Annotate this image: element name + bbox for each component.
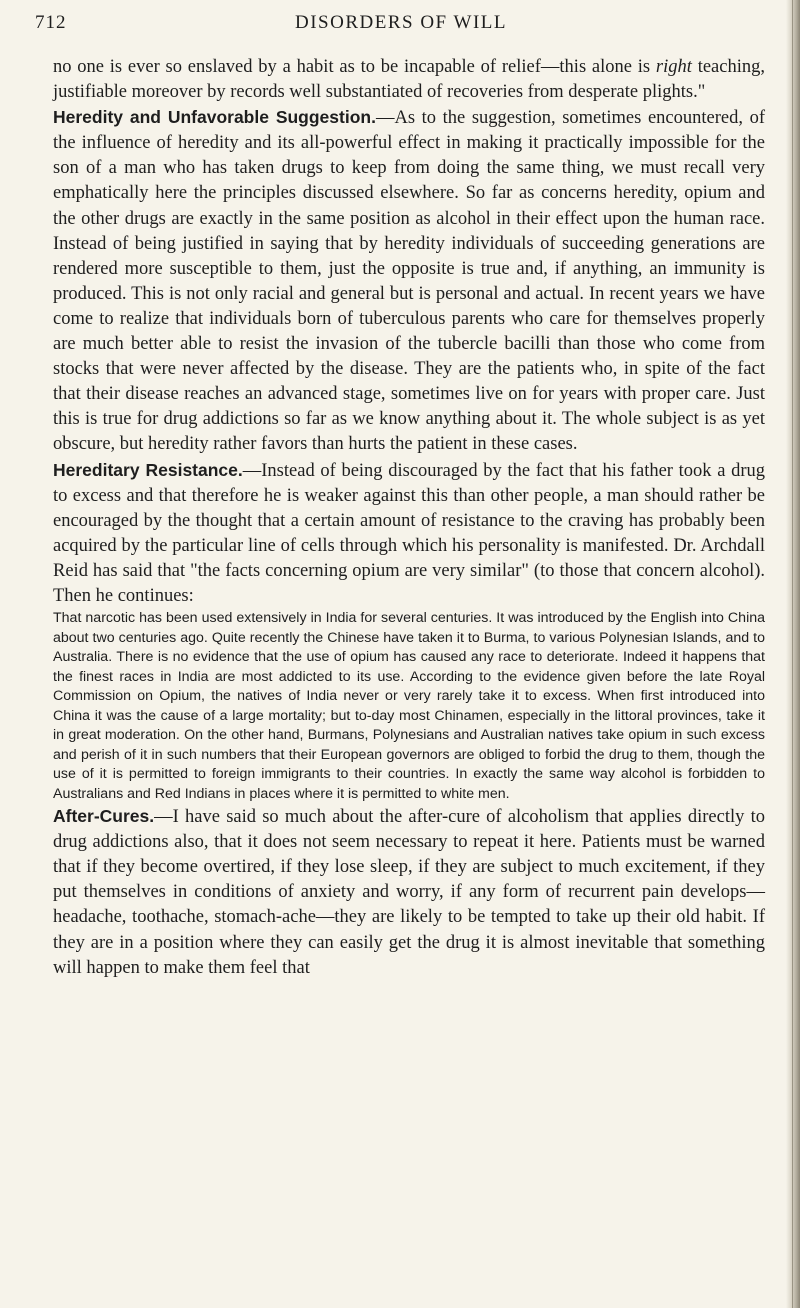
running-title: DISORDERS OF WILL [295,12,507,33]
paragraph-text: —Instead of being discouraged by the fact that his father took a drug to excess and that therefore he is weaker against this than other people, a man should rather be encouraged by the thought that a certain amount of resistance to the craving has probably been acquired by the particular line of cells through which his personality is manifested. Dr. Archdall Reid has said that "the facts concerning opium are very similar" (to those that concern alcohol). Then he continues: [53,460,765,606]
paragraph-continued [53,55,765,105]
paragraph-text: —I have said so much about the after-cure of alcoholism that applies directly to drug addictions also, that it does not seem necessary to repeat it here. Patients must be warned that if they become overtired, if they lose sleep, if they are subject to much excitement, if they put themselves in conditions of anxiety and worry, if any form of recurrent pain develops—headache, toothache, stomach-ache—they are likely to be tempted to take up their old habit. If they are in a position where they can easily get the drug it is almost inevitable that something will happen to make them feel that [53,807,765,978]
paragraph-after-cures [53,804,765,981]
section-heading: Heredity and Unfavorable Suggestion. [53,107,376,128]
paragraph-text: no one is ever so enslaved by a habit as to be incapable of relief—this alone is [53,57,656,77]
italic-word: right [655,57,692,77]
page-number: 712 [35,12,67,33]
page-body [53,55,765,981]
running-header [35,8,767,38]
paragraph-heredity [53,105,765,457]
paragraph-text: teaching, justifiable moreover by records well substantiated of recoveries from desperate plights." [53,57,765,103]
page-edge [786,0,800,1308]
block-quote: That narcotic has been used extensively in India for several centuries. It was introduced by the English into China about two centuries ago. Quite recently the Chinese have taken it to Burma, to various Polynesian Islands, and to Australia. There is no evidence that the use of opium has caused any race to deteriorate. Indeed it happens that the finest races in India are most addicted to its use. According to the evidence given before the late Royal Commission on Opium, the natives of India never or very rarely take it to excess. When first introduced into China it was the cause of a large mortality; but to-day most Chinamen, especially in the littoral provinces, take it in great moderation. On the other hand, Burmans, Polynesians and Australian natives take opium in such excess and perish of it in such numbers that their European governors are obliged to forbid the drug to them, though the use of it is permitted to foreign immigrants to their countries. In exactly the same way alcohol is forbidden to Australians and Red Indians in places where it is permitted to white men. [53,610,765,802]
paragraph-text: —As to the suggestion, sometimes encountered, of the influence of heredity and its all-powerful effect in making it practically impossible for the son of a man who has taken drugs to keep from doing the same thing, we must recall very emphatically here the principles discussed elsewhere. So far as concerns heredity, opium and the other drugs are exactly in the same position as alcohol in their effect upon the human race. Instead of being justified in saying that by heredity individuals of succeeding generations are rendered more susceptible to them, just the opposite is true and, if anything, an immunity is produced. This is not only racial and general but is personal and actual. In recent years we have come to realize that individuals born of tuberculous parents who care for themselves properly are much better able to resist the invasion of the tubercle bacilli than those who come from stocks that were never affected by the disease. They are the patients who, in spite of the fact that their disease reaches an advanced stage, sometimes live on for years with proper care. Just this is true for drug addictions so far as we know anything about it. The whole subject is as yet obscure, but heredity rather favors than hurts the patient in these cases. [53,108,765,455]
section-heading: After-Cures. [53,806,155,827]
paragraph-hereditary-resistance [53,458,765,610]
section-heading: Hereditary Resistance. [53,459,243,480]
